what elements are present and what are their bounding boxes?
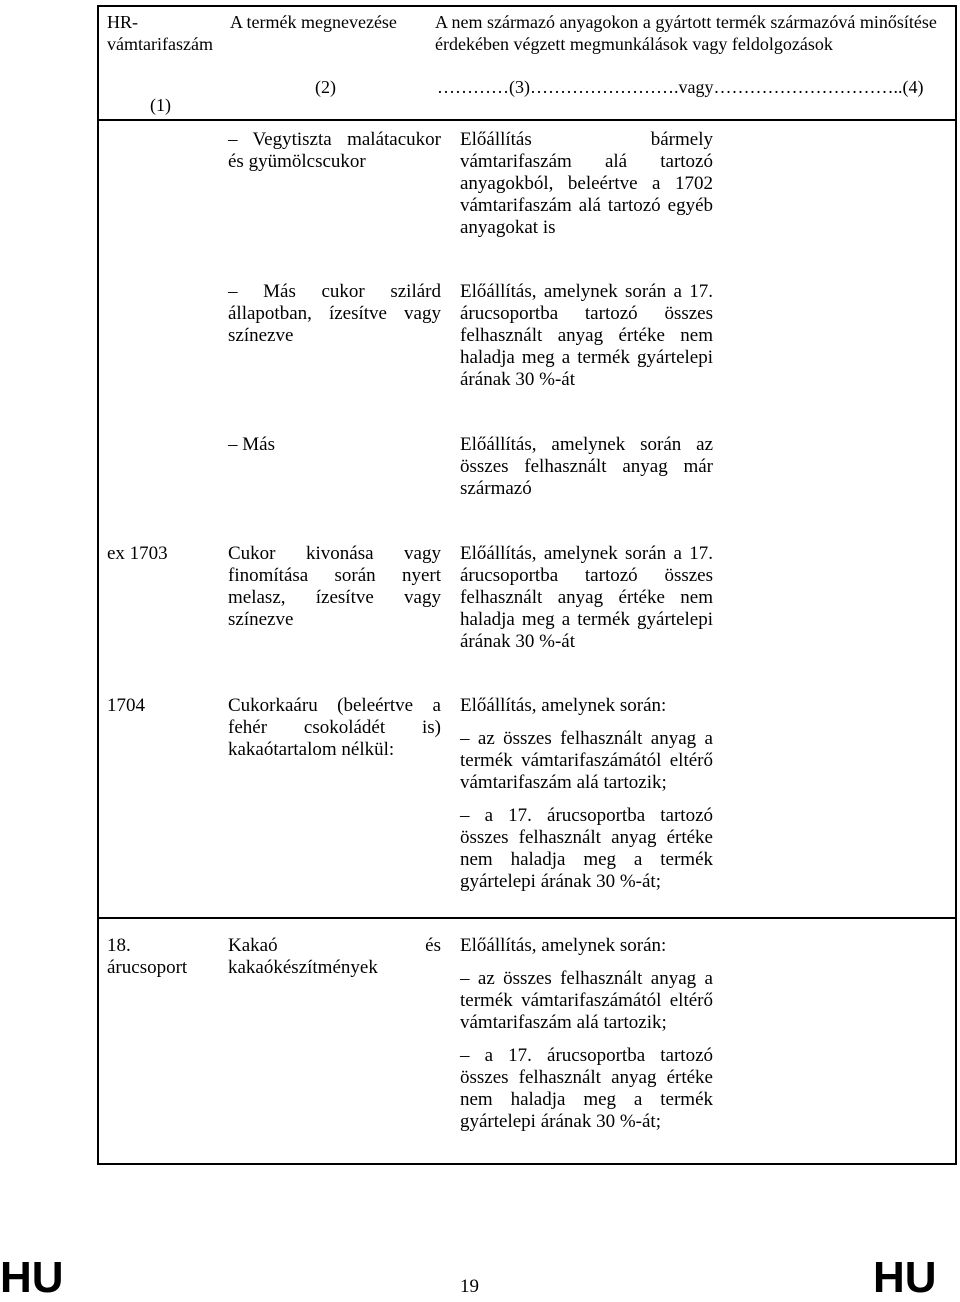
- text-line: melasz, ízesítve vagy: [228, 587, 441, 608]
- text-line: nem haladja meg a termék: [460, 849, 713, 870]
- text-line: ex 1703: [107, 543, 168, 564]
- product-description: [228, 129, 441, 173]
- text-line: állapotban, ízesítve vagy: [228, 303, 441, 324]
- rule-condition: [460, 805, 713, 893]
- text-line: összes felhasznált anyag értéke: [460, 1067, 713, 1088]
- text-line: kakaótartalom nélkül:: [228, 739, 395, 760]
- text-line: finomítása során nyert: [228, 565, 441, 586]
- text-line: vámtarifaszám alá tartozó: [460, 151, 713, 172]
- text-line: 18.: [107, 935, 131, 956]
- tariff-code: [107, 543, 168, 565]
- text-line: anyagokból, beleértve a 1702: [460, 173, 713, 194]
- text-line: Előállítás, amelynek során a 17.: [460, 281, 713, 302]
- rule-condition: [460, 968, 713, 1034]
- header-code-label: [107, 11, 213, 55]
- product-description: [228, 935, 441, 979]
- text-line: árucsoport: [107, 957, 188, 978]
- text-line: összes felhasznált anyag értéke: [460, 827, 713, 848]
- text-line: haladja meg a termék gyártelepi: [460, 609, 713, 630]
- text-line: származó: [460, 478, 532, 499]
- rule-condition: [460, 1045, 713, 1133]
- product-description: [228, 543, 441, 631]
- text-line: színezve: [228, 325, 294, 346]
- country-mark-right: HU: [873, 1253, 937, 1302]
- text-line: – Vegytiszta malátacukor: [228, 129, 441, 150]
- text-line: és gyümölcscukor: [228, 151, 366, 172]
- text-line: felhasznált anyag értéke nem: [460, 587, 713, 608]
- product-description: [228, 695, 441, 761]
- text-line: árucsoportba tartozó összes: [460, 303, 713, 324]
- country-mark-left: HU: [0, 1253, 64, 1302]
- text-line: Előállítás, amelynek során:: [460, 935, 667, 956]
- header-divider: [97, 119, 957, 121]
- text-line: – Más cukor szilárd: [228, 281, 441, 302]
- text-line: vámtarifaszám alá tartozik;: [460, 1012, 667, 1033]
- text-line: Cukorkaáru (beleértve a: [228, 695, 441, 716]
- text-line: gyártelepi árának 30 %-át;: [460, 1111, 661, 1132]
- header-rule-label: [435, 11, 937, 55]
- text-line: – a 17. árucsoportba tartozó: [460, 805, 713, 826]
- rule-intro: [460, 695, 713, 717]
- origin-rule: [460, 129, 713, 239]
- text-line: haladja meg a termék gyártelepi: [460, 347, 713, 368]
- text-line: árucsoportba tartozó összes: [460, 565, 713, 586]
- origin-rule: [460, 543, 713, 653]
- text-line: Előállítás, amelynek során az: [460, 434, 713, 455]
- text-line: nem haladja meg a termék: [460, 1089, 713, 1110]
- rule-intro: [460, 935, 713, 957]
- text-line: vámtarifaszám alá tartozik;: [460, 772, 667, 793]
- text-line: felhasznált anyag értéke nem: [460, 325, 713, 346]
- text-line: HR-: [107, 12, 138, 32]
- text-line: termék vámtarifaszámától eltérő: [460, 750, 713, 771]
- origin-rule: [460, 935, 713, 1133]
- text-line: vámtarifaszám alá tartozó egyéb: [460, 195, 713, 216]
- text-line: – az összes felhasznált anyag a: [460, 728, 713, 749]
- text-line: kakaókészítmények: [228, 957, 378, 978]
- text-line: – a 17. árucsoportba tartozó: [460, 1045, 713, 1066]
- text-line: termék vámtarifaszámától eltérő: [460, 990, 713, 1011]
- text-line: gyártelepi árának 30 %-át;: [460, 871, 661, 892]
- text-line: – az összes felhasznált anyag a: [460, 968, 713, 989]
- product-description: [228, 434, 441, 456]
- text-line: Előállítás, amelynek során a 17.: [460, 543, 713, 564]
- text-line: Cukor kivonása vagy: [228, 543, 441, 564]
- rule-condition: [460, 728, 713, 794]
- origin-rule: [460, 281, 713, 391]
- text-line: árának 30 %-át: [460, 369, 575, 390]
- origin-rule: [460, 695, 713, 893]
- text-line: – Más: [228, 434, 275, 455]
- text-line: 1704: [107, 695, 145, 716]
- text-line: A nem származó anyagokon a gyártott termék származóvá minősítése: [435, 12, 937, 32]
- text-line: összes felhasznált anyag már: [460, 456, 713, 477]
- column-numbers-3-4: …………(3)…………………….vagy…………………………..(4): [437, 77, 924, 97]
- text-line: Kakaó és: [228, 935, 441, 956]
- text-line: vámtarifaszám: [107, 34, 213, 54]
- text-line: Előállítás, amelynek során:: [460, 695, 667, 716]
- text-line: színezve: [228, 609, 294, 630]
- text-line: Előállítás bármely: [460, 129, 713, 150]
- origin-rule: [460, 434, 713, 500]
- tariff-code: [107, 935, 187, 979]
- column-number-1: (1): [150, 95, 171, 115]
- column-number-2: (2): [315, 77, 336, 97]
- text-line: árának 30 %-át: [460, 631, 575, 652]
- text-line: fehér csokoládét is): [228, 717, 441, 738]
- row-divider: [97, 917, 957, 919]
- tariff-code: [107, 695, 145, 717]
- product-description: [228, 281, 441, 347]
- header-name-label: A termék megnevezése: [230, 12, 397, 32]
- text-line: érdekében végzett megmunkálások vagy feldolgozások: [435, 34, 833, 54]
- page-number: 19: [460, 1276, 479, 1297]
- text-line: anyagokat is: [460, 217, 556, 238]
